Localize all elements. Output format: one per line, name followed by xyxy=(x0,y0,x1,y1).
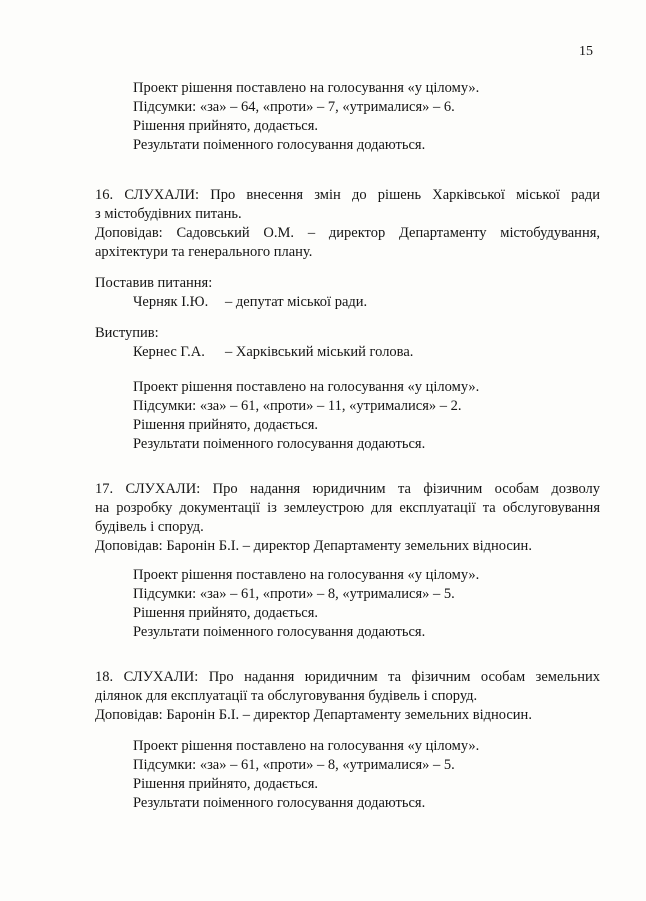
vote-line: Проект рішення поставлено на голосування «у цілому». xyxy=(133,567,480,583)
item-16-reporter-cont: архітектури та генерального плану. xyxy=(95,244,313,260)
item-18-heading xyxy=(95,668,600,725)
decision-line: Рішення прийнято, додається. xyxy=(133,605,319,621)
vote-results: Підсумки: «за» – 61, «проти» – 11, «утрималися» – 2. xyxy=(133,398,462,414)
item-16-question xyxy=(95,274,600,312)
top-vote-block xyxy=(95,79,638,155)
roll-call-line: Результати поіменного голосування додаються. xyxy=(133,436,426,452)
question-label: Поставив питання: xyxy=(95,275,213,291)
item-16-speaker xyxy=(95,324,600,362)
item-17-reporter: Доповідав: Баронін Б.І. – директор Департаменту земельних відносин. xyxy=(95,538,532,554)
item-17-title: 17. СЛУХАЛИ: Про надання юридичним та фізичним особам дозволу xyxy=(95,481,600,497)
vote-line: Проект рішення поставлено на голосування «у цілому». xyxy=(133,379,480,395)
question-person xyxy=(95,293,600,312)
page-number: 15 xyxy=(579,44,593,59)
vote-results: Підсумки: «за» – 64, «проти» – 7, «утрималися» – 6. xyxy=(133,99,455,115)
vote-line: Проект рішення поставлено на голосування «у цілому». xyxy=(133,80,480,96)
item-18-reporter: Доповідав: Баронін Б.І. – директор Департаменту земельних відносин. xyxy=(95,707,532,723)
speaker-label: Виступив: xyxy=(95,325,159,341)
item-18-title: 18. СЛУХАЛИ: Про надання юридичним та фізичним особам земельних xyxy=(95,669,600,685)
person-name: Черняк І.Ю. xyxy=(133,294,209,310)
vote-results: Підсумки: «за» – 61, «проти» – 8, «утрималися» – 5. xyxy=(133,586,455,602)
item-18-title-cont: ділянок для експлуатації та обслуговування будівель і споруд. xyxy=(95,688,478,704)
vote-line: Проект рішення поставлено на голосування «у цілому». xyxy=(133,738,480,754)
item-16-heading xyxy=(95,186,600,262)
item-17-heading xyxy=(95,480,600,556)
item-17-title-end: будівель і споруд. xyxy=(95,519,204,535)
item-17-vote-block xyxy=(95,566,638,642)
decision-line: Рішення прийнято, додається. xyxy=(133,417,319,433)
person-role: – Харківський міський голова. xyxy=(225,344,414,360)
item-16-title: 16. СЛУХАЛИ: Про внесення змін до рішень Харківської міської ради xyxy=(95,187,600,203)
speaker-person xyxy=(95,343,600,362)
item-18-vote-block xyxy=(95,737,638,813)
person-name: Кернес Г.А. xyxy=(133,344,205,360)
roll-call-line: Результати поіменного голосування додаються. xyxy=(133,137,426,153)
roll-call-line: Результати поіменного голосування додаються. xyxy=(133,795,426,811)
person-role: – депутат міської ради. xyxy=(225,294,368,310)
decision-line: Рішення прийнято, додається. xyxy=(133,776,319,792)
decision-line: Рішення прийнято, додається. xyxy=(133,118,319,134)
item-16-reporter: Доповідав: Садовський О.М. – директор Департаменту містобудування, xyxy=(95,225,600,241)
item-17-title-cont: на розробку документації із землеустрою для експлуатації та обслуговування xyxy=(95,500,600,516)
roll-call-line: Результати поіменного голосування додаються. xyxy=(133,624,426,640)
vote-results: Підсумки: «за» – 61, «проти» – 8, «утрималися» – 5. xyxy=(133,757,455,773)
item-16-vote-block xyxy=(95,378,638,454)
item-16-title-cont: з містобудівних питань. xyxy=(95,206,242,222)
